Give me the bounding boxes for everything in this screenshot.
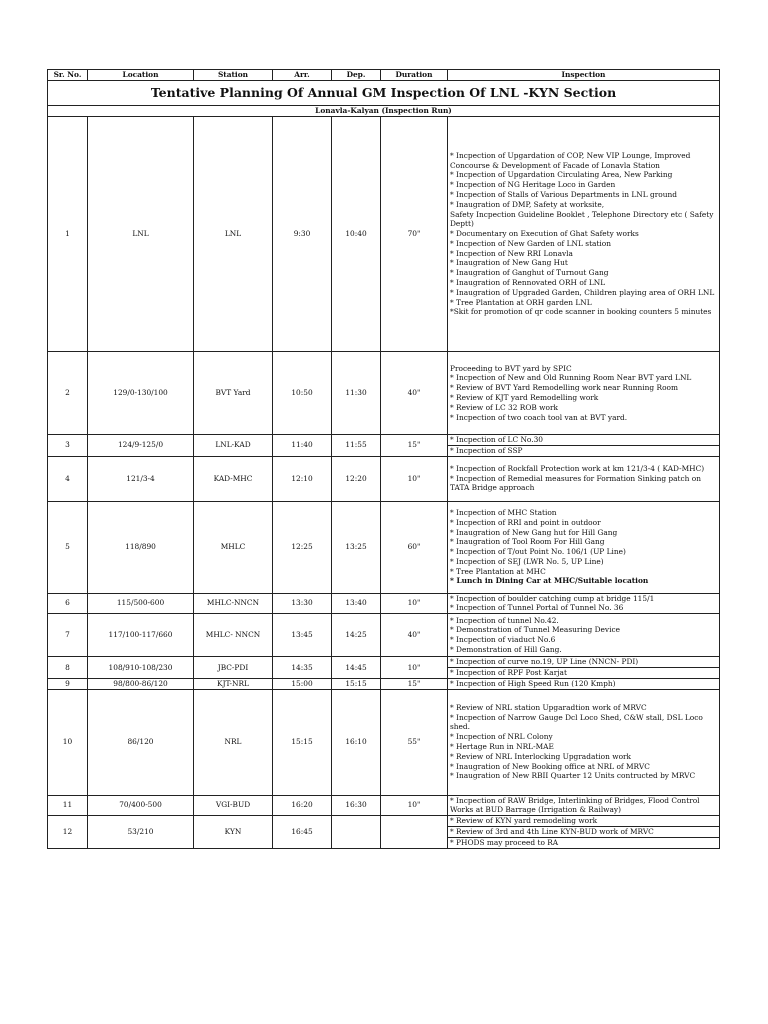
arr-cell: 13:30 xyxy=(273,593,332,614)
inspection-item: * Inaugration of Upgraded Garden, Children playing area of ORH LNL xyxy=(450,287,715,297)
inspection-item: * Incpection of High Speed Run (120 Kmph) xyxy=(450,678,616,688)
duration-cell: 40" xyxy=(381,352,448,435)
location-cell: 121/3-4 xyxy=(88,456,194,501)
station-cell: KAD-MHC xyxy=(194,456,273,501)
column-header-dep: Dep. xyxy=(332,70,381,81)
inspection-item: * Review of NRL station Upgaradtion work of MRVC xyxy=(450,702,647,712)
inspection-cell xyxy=(448,593,720,614)
station-cell: LNL-KAD xyxy=(194,435,273,457)
arr-cell: 9:30 xyxy=(273,117,332,352)
inspection-item: * Incpection of viaduct No.6 xyxy=(450,635,556,645)
table-row xyxy=(48,689,720,795)
dep-cell: 16:10 xyxy=(332,689,381,795)
inspection-item: * Demonstration of Tunnel Measuring Device xyxy=(450,625,620,635)
table-row xyxy=(48,456,720,501)
column-header-station: Station xyxy=(194,70,273,81)
subtitle-row xyxy=(48,106,720,117)
dep-cell xyxy=(332,816,381,848)
station-cell: MHLC-NNCN xyxy=(194,593,273,614)
inspection-cell: * Review of 3rd and 4th Line KYN-BUD work of MRVC xyxy=(448,826,720,837)
section-subtitle: Lonavla-Kalyan (Inspection Run) xyxy=(48,106,720,117)
inspection-item: * Hertage Run in NRL-MAE xyxy=(450,742,554,752)
document-title: Tentative Planning Of Annual GM Inspection Of LNL -KYN Section xyxy=(48,81,720,106)
arr-cell: 15:15 xyxy=(273,689,332,795)
arr-cell: 12:10 xyxy=(273,456,332,501)
inspection-cell: * Review of KYN yard remodeling work xyxy=(448,816,720,827)
table-row xyxy=(48,435,720,446)
sr-cell: 6 xyxy=(48,593,88,614)
column-header-inspection: Inspection xyxy=(448,70,720,81)
inspection-cell: * Incpection of RPF Post Karjat xyxy=(448,667,720,678)
inspection-item: * Inaugration of Tool Room For Hill Gang xyxy=(450,537,605,547)
inspection-item: * Incpection of tunnel No.42. xyxy=(450,615,559,625)
table-row xyxy=(48,352,720,435)
inspection-item: * Tree Plantation at ORH garden LNL xyxy=(450,297,592,307)
inspection-item: * Inaugration of Ganghut of Turnout Gang xyxy=(450,268,609,278)
inspection-item: * Incpection of Narrow Gauge Dcl Loco Shed, C&W stall, DSL Loco shed. xyxy=(450,712,703,732)
dep-cell: 13:40 xyxy=(332,593,381,614)
inspection-item: * Inaugration of New Gang hut for Hill Gang xyxy=(450,527,618,537)
arr-cell: 13:45 xyxy=(273,614,332,657)
sr-cell: 12 xyxy=(48,816,88,848)
inspection-item: * Demonstration of Hill Gang. xyxy=(450,644,562,654)
inspection-item: * Incpection of NG Heritage Loco in Garden xyxy=(450,180,616,190)
column-header-arr: Arr. xyxy=(273,70,332,81)
inspection-item: * Incpection of New and Old Running Room Near BVT yard LNL xyxy=(450,373,692,383)
duration-cell: 15" xyxy=(381,678,448,689)
sr-cell: 1 xyxy=(48,117,88,352)
sr-cell: 11 xyxy=(48,795,88,816)
inspection-item: * Inaugration of DMP, Safety at worksite, xyxy=(450,199,605,209)
arr-cell: 12:25 xyxy=(273,501,332,593)
duration-cell: 60" xyxy=(381,501,448,593)
table-row xyxy=(48,657,720,668)
dep-cell: 15:15 xyxy=(332,678,381,689)
sr-cell: 3 xyxy=(48,435,88,457)
sr-cell: 7 xyxy=(48,614,88,657)
duration-cell: 55" xyxy=(381,689,448,795)
column-header-duration: Duration xyxy=(381,70,448,81)
location-cell: 53/210 xyxy=(88,816,194,848)
inspection-item: * Incpection of NRL Colony xyxy=(450,732,553,742)
inspection-cell xyxy=(448,352,720,435)
station-cell: JBC-PDI xyxy=(194,657,273,679)
station-cell: LNL xyxy=(194,117,273,352)
column-header-location: Location xyxy=(88,70,194,81)
sr-cell: 10 xyxy=(48,689,88,795)
duration-cell: 10" xyxy=(381,593,448,614)
inspection-item: * Inaugration of New RBII Quarter 12 Units contructed by MRVC xyxy=(450,771,696,781)
arr-cell: 16:45 xyxy=(273,816,332,848)
station-cell: MHLC xyxy=(194,501,273,593)
station-cell: MHLC- NNCN xyxy=(194,614,273,657)
arr-cell: 11:40 xyxy=(273,435,332,457)
inspection-item: * Incpection of Remedial measures for Formation Sinking patch on TATA Bridge approach xyxy=(450,473,701,493)
inspection-cell xyxy=(448,614,720,657)
inspection-item: * Incpection of Tunnel Portal of Tunnel No. 36 xyxy=(450,603,624,613)
duration-cell: 40" xyxy=(381,614,448,657)
location-cell: 117/100-117/660 xyxy=(88,614,194,657)
station-cell: KJT-NRL xyxy=(194,678,273,689)
dep-cell: 11:30 xyxy=(332,352,381,435)
sr-cell: 8 xyxy=(48,657,88,679)
dep-cell: 11:55 xyxy=(332,435,381,457)
table-row xyxy=(48,593,720,614)
arr-cell: 10:50 xyxy=(273,352,332,435)
inspection-item: * Incpection of SEJ (LWR No. 5, UP Line) xyxy=(450,556,604,566)
inspection-cell xyxy=(448,689,720,795)
sr-cell: 9 xyxy=(48,678,88,689)
inspection-item: * Incpection of Rockfall Protection work at km 121/3-4 ( KAD-MHC) xyxy=(450,463,705,473)
inspection-item: * Incpection of MHC Station xyxy=(450,507,557,517)
inspection-item: * Documentary on Execution of Ghat Safety works xyxy=(450,229,639,239)
duration-cell: 10" xyxy=(381,795,448,816)
inspection-item: * Lunch in Dining Car at MHC/Suitable location xyxy=(450,576,649,586)
station-cell: NRL xyxy=(194,689,273,795)
location-cell: 115/500-600 xyxy=(88,593,194,614)
inspection-item: * Incpection of boulder catching cump at bridge 115/1 xyxy=(450,593,655,603)
duration-cell: 15" xyxy=(381,435,448,457)
inspection-item: * Incpection of Stalls of Various Departments in LNL ground xyxy=(450,189,677,199)
schedule-body xyxy=(48,117,720,849)
inspection-item: * Review of KJT yard Remodelling work xyxy=(450,393,599,402)
arr-cell: 15:00 xyxy=(273,678,332,689)
dep-cell: 14:25 xyxy=(332,614,381,657)
sr-cell: 2 xyxy=(48,352,88,435)
dep-cell: 10:40 xyxy=(332,117,381,352)
inspection-item: * Incpection of T/out Point No. 106/1 (UP Line) xyxy=(450,547,626,557)
table-row xyxy=(48,501,720,593)
arr-cell: 16:20 xyxy=(273,795,332,816)
table-row xyxy=(48,614,720,657)
location-cell: 108/910-108/230 xyxy=(88,657,194,679)
inspection-item: * Tree Plantation at MHC xyxy=(450,566,546,576)
dep-cell: 14:45 xyxy=(332,657,381,679)
duration-cell xyxy=(381,816,448,848)
table-row xyxy=(48,795,720,816)
sr-cell: 5 xyxy=(48,501,88,593)
inspection-item: * Incpection of Upgardation Circulating Area, New Parking xyxy=(450,170,673,180)
inspection-schedule-table xyxy=(47,69,720,849)
inspection-item: * Incpection of Upgardation of COP, New VIP Lounge, Improved Concourse & Development of Facade of Lonavla Station xyxy=(450,150,691,170)
dep-cell: 12:20 xyxy=(332,456,381,501)
station-cell: KYN xyxy=(194,816,273,848)
inspection-item: * Incpection of New Garden of LNL station xyxy=(450,238,611,248)
inspection-item: * Inaugration of New Gang Hut xyxy=(450,258,568,268)
duration-cell: 70" xyxy=(381,117,448,352)
title-row xyxy=(48,81,720,106)
inspection-cell: * Incpection of curve no.19, UP Line (NNCN- PDI) xyxy=(448,657,720,668)
location-cell: 129/0-130/100 xyxy=(88,352,194,435)
table-row xyxy=(48,117,720,352)
inspection-item: Safety Incpection Guideline Booklet , Telephone Directory etc ( Safety Deptt) xyxy=(450,209,714,229)
inspection-cell xyxy=(448,678,720,689)
inspection-item: * Review of NRL Interlocking Upgradation work xyxy=(450,751,632,761)
sr-cell: 4 xyxy=(48,456,88,501)
inspection-item: * Incpection of two coach tool van at BVT yard. xyxy=(450,412,628,422)
dep-cell: 16:30 xyxy=(332,795,381,816)
duration-cell: 10" xyxy=(381,657,448,679)
station-cell: VGI-BUD xyxy=(194,795,273,816)
inspection-item: * Review of BVT Yard Remodelling work near Running Room xyxy=(450,383,678,393)
inspection-cell: * Incpection of LC No.30 xyxy=(448,435,720,446)
location-cell: 124/9-125/0 xyxy=(88,435,194,457)
location-cell: 98/800-86/120 xyxy=(88,678,194,689)
table-row xyxy=(48,816,720,827)
inspection-item: * Incpection of New RRI Lonavla xyxy=(450,248,573,258)
inspection-cell: * Incpection of SSP xyxy=(448,445,720,456)
inspection-cell xyxy=(448,117,720,352)
dep-cell: 13:25 xyxy=(332,501,381,593)
inspection-item: * Incpection of RAW Bridge, Interlinking of Bridges, Flood Control Works at BUD Barrage (Irrigation & Railway) xyxy=(450,795,700,815)
inspection-item: * Inaugration of New Booking office at NRL of MRVC xyxy=(450,761,650,771)
inspection-cell xyxy=(448,501,720,593)
inspection-item: * Review of LC 32 ROB work xyxy=(450,402,558,412)
station-cell: BVT Yard xyxy=(194,352,273,435)
inspection-cell: * PHODS may proceed to RA xyxy=(448,837,720,848)
location-cell: 118/890 xyxy=(88,501,194,593)
inspection-item: Proceeding to BVT yard by SPIC xyxy=(450,363,572,373)
column-header-sr: Sr. No. xyxy=(48,70,88,81)
table-row xyxy=(48,678,720,689)
inspection-cell xyxy=(448,795,720,816)
inspection-cell xyxy=(448,456,720,501)
location-cell: LNL xyxy=(88,117,194,352)
inspection-item: * Incpection of RRI and point in outdoor xyxy=(450,517,601,527)
duration-cell: 10" xyxy=(381,456,448,501)
arr-cell: 14:35 xyxy=(273,657,332,679)
inspection-item: *Skit for promotion of qr code scanner in booking counters 5 minutes xyxy=(450,307,712,317)
location-cell: 70/400-500 xyxy=(88,795,194,816)
header-row xyxy=(48,70,720,81)
location-cell: 86/120 xyxy=(88,689,194,795)
inspection-item: * Inaugration of Rennovated ORH of LNL xyxy=(450,278,606,288)
